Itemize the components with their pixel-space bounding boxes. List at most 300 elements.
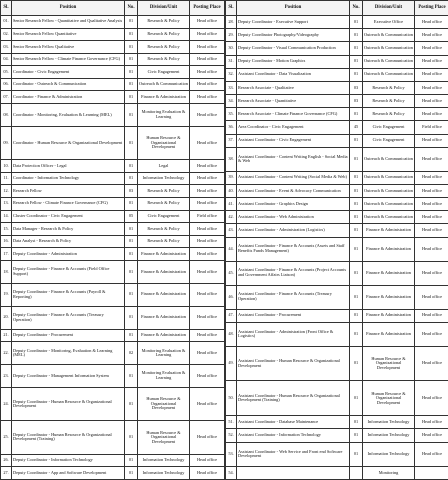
cell-no: 01: [125, 306, 138, 329]
table-row: [1, 78, 225, 91]
cell-sl: 48.: [226, 322, 237, 346]
cell-position: Assistant Coordinator - Administration (Front Office & Logistics): [237, 322, 350, 346]
cell-no: 01: [350, 285, 363, 309]
cell-position: Senior Research Fellow - Quantitative and Qualitative Analysis: [12, 16, 125, 29]
cell-no: 01: [350, 29, 363, 42]
cell-position: Deputy Coordinator - Finance & Accounts (Field Office Support): [12, 260, 125, 283]
table-row: [1, 283, 225, 306]
cell-no: 01: [350, 237, 363, 261]
cell-posting-place: Head office: [415, 16, 448, 29]
header-position: Position: [237, 1, 350, 16]
table-row: [1, 53, 225, 66]
cell-division: Executive Office: [363, 16, 415, 29]
cell-sl: 50.: [226, 381, 237, 416]
cell-sl: 43.: [226, 224, 237, 237]
table-row: [226, 198, 448, 211]
header-sl: Sl.: [1, 1, 12, 16]
cell-position: Deputy Coordinator Photography/Videography: [237, 29, 350, 42]
cell-division: Human Resource & Organizational Development: [138, 388, 190, 421]
cell-no: 01: [125, 41, 138, 54]
header-division: Division/Unit: [363, 1, 415, 16]
cell-position: Coordinator - Outreach & Communication: [12, 78, 125, 91]
cell-sl: 52.: [226, 429, 237, 442]
cell-position: Data Analyst - Research & Policy: [12, 235, 125, 248]
cell-division: Human Resource & Organizational Development: [138, 421, 190, 454]
table-row: [226, 95, 448, 108]
cell-posting-place: Head office: [415, 346, 448, 381]
cell-no: 03: [350, 81, 363, 94]
cell-division: Civic Engagement: [363, 134, 415, 147]
cell-posting-place: Head office: [415, 442, 448, 466]
cell-posting-place: Head office: [415, 108, 448, 121]
cell-sl: 34.: [226, 95, 237, 108]
cell-no: 01: [350, 211, 363, 224]
cell-position: Senior Research Fellow Quantitative: [12, 28, 125, 41]
cell-sl: 08.: [1, 104, 12, 127]
cell-division: Outreach & Communication: [363, 29, 415, 42]
cell-position: Assistant Coordinator - Content Writing (Social Media & Web): [237, 171, 350, 184]
cell-no: 01: [125, 172, 138, 185]
cell-division: Research & Policy: [138, 41, 190, 54]
header-posting-place: Posting Place: [415, 1, 448, 16]
cell-posting-place: Head office: [190, 248, 225, 261]
cell-sl: 31.: [226, 55, 237, 68]
header-no: No.: [350, 1, 363, 16]
cell-division: Monitoring Evaluation & Learning: [138, 342, 190, 365]
cell-no: 01: [350, 134, 363, 147]
cell-sl: 18.: [1, 260, 12, 283]
cell-position: Senior Research Fellow - Climate Finance Governance (CFG): [12, 53, 125, 66]
table-row: [1, 41, 225, 54]
cell-division: Civic Engagement: [138, 66, 190, 79]
cell-no: 01: [125, 329, 138, 342]
cell-sl: 23.: [1, 365, 12, 388]
cell-no: 01: [350, 429, 363, 442]
table-row: [1, 306, 225, 329]
cell-posting-place: Head office: [415, 211, 448, 224]
cell-position: Deputy Coordinator - Administration: [12, 248, 125, 261]
cell-position: Assistant Coordinator - Event & Advocacy Communication: [237, 184, 350, 197]
cell-position: Assistant Coordinator - Web Service and Front end Software Development: [237, 442, 350, 466]
cell-sl: 51.: [226, 416, 237, 429]
cell-posting-place: Head office: [190, 283, 225, 306]
cell-no: 01: [350, 198, 363, 211]
cell-position: Deputy Coordinator - Finance & Accounts (Treasury Operation): [12, 306, 125, 329]
table-row: [226, 466, 448, 479]
table-row: [1, 248, 225, 261]
cell-no: 01: [350, 108, 363, 121]
cell-posting-place: Head office: [190, 260, 225, 283]
cell-division: Outreach & Communication: [363, 198, 415, 211]
cell-posting-place: Head office: [415, 147, 448, 171]
cell-no: 01: [125, 388, 138, 421]
cell-no: 01: [125, 467, 138, 480]
table-body-left: [1, 16, 225, 480]
cell-sl: 54.: [226, 466, 237, 479]
cell-division: Research & Policy: [138, 235, 190, 248]
cell-position: Deputy Coordinator - Executive Support: [237, 16, 350, 29]
table-row: [226, 121, 448, 134]
cell-no: 01: [125, 454, 138, 467]
cell-position: Coordinator - Civic Engagement: [12, 66, 125, 79]
cell-division: Finance & Administration: [363, 309, 415, 322]
cell-division: Finance & Administration: [363, 285, 415, 309]
cell-posting-place: Head office: [415, 55, 448, 68]
table-header-row: [1, 1, 225, 16]
cell-division: Information Technology: [138, 467, 190, 480]
cell-sl: 32.: [226, 68, 237, 81]
cell-division: Information Technology: [363, 442, 415, 466]
cell-division: Monitoring: [363, 466, 415, 479]
cell-posting-place: Head office: [415, 224, 448, 237]
cell-position: Assistant Coordinator - Data Visualization: [237, 68, 350, 81]
cell-posting-place: Head office: [415, 309, 448, 322]
cell-no: 01: [350, 68, 363, 81]
cell-sl: 05.: [1, 66, 12, 79]
cell-no: 01: [125, 421, 138, 454]
cell-no: 01: [125, 197, 138, 210]
cell-no: 01: [125, 283, 138, 306]
cell-division: Information Technology: [138, 172, 190, 185]
cell-division: Legal: [138, 160, 190, 173]
table-row: [226, 147, 448, 171]
cell-posting-place: Head office: [415, 429, 448, 442]
cell-sl: 39.: [226, 171, 237, 184]
cell-division: Research & Policy: [138, 53, 190, 66]
cell-no: 01: [350, 224, 363, 237]
cell-division: Outreach & Communication: [363, 184, 415, 197]
cell-division: Finance & Administration: [363, 237, 415, 261]
cell-division: Finance & Administration: [363, 322, 415, 346]
cell-posting-place: Head office: [190, 467, 225, 480]
cell-position: Coordinator - Finance & Administration: [12, 91, 125, 104]
cell-position: Assistant Coordinator - Human Resource & Organizational Development (Training): [237, 381, 350, 416]
table-row: [1, 421, 225, 454]
cell-posting-place: Field office: [415, 121, 448, 134]
cell-position: Assistant Coordinator - Procurement: [237, 309, 350, 322]
cell-sl: 06.: [1, 78, 12, 91]
cell-posting-place: Head office: [190, 16, 225, 29]
table-row: [1, 172, 225, 185]
cell-no: 01: [125, 78, 138, 91]
cell-posting-place: Head office: [190, 388, 225, 421]
table-row: [1, 126, 225, 159]
table-row: [1, 235, 225, 248]
cell-no: 01: [350, 171, 363, 184]
table-row: [1, 91, 225, 104]
cell-posting-place: Head office: [415, 416, 448, 429]
cell-no: 01: [350, 261, 363, 285]
cell-position: Cluster Coordinator - Civic Engagement: [12, 210, 125, 223]
cell-no: 01: [350, 322, 363, 346]
cell-sl: 22.: [1, 342, 12, 365]
cell-sl: 46.: [226, 285, 237, 309]
cell-division: Outreach & Communication: [363, 211, 415, 224]
cell-division: Finance & Administration: [363, 261, 415, 285]
cell-posting-place: Head office: [415, 134, 448, 147]
table-row: [226, 322, 448, 346]
cell-sl: 53.: [226, 442, 237, 466]
table-row: [1, 28, 225, 41]
cell-posting-place: Head office: [190, 197, 225, 210]
table-row: [226, 134, 448, 147]
cell-posting-place: Head office: [190, 91, 225, 104]
cell-division: Human Resource & Organizational Development: [138, 126, 190, 159]
cell-position: Assistant Coordinator - Human Resource & Organizational Development: [237, 346, 350, 381]
table-row: [226, 29, 448, 42]
cell-position: Assistant Coordinator - Administration (Logistics): [237, 224, 350, 237]
cell-division: Outreach & Communication: [363, 42, 415, 55]
cell-sl: 07.: [1, 91, 12, 104]
table-row: [1, 388, 225, 421]
cell-posting-place: Head office: [415, 261, 448, 285]
cell-position: Coordinator - Information Technology: [12, 172, 125, 185]
cell-division: Information Technology: [138, 454, 190, 467]
cell-sl: 36.: [226, 121, 237, 134]
table-row: [1, 223, 225, 236]
table-row: [1, 365, 225, 388]
cell-division: Outreach & Communication: [363, 55, 415, 68]
table-row: [226, 381, 448, 416]
cell-posting-place: Head office: [190, 104, 225, 127]
cell-posting-place: Head office: [190, 78, 225, 91]
cell-division: Finance & Administration: [138, 248, 190, 261]
table-row: [226, 442, 448, 466]
cell-sl: 12.: [1, 185, 12, 198]
cell-sl: 49.: [226, 346, 237, 381]
cell-division: Finance & Administration: [138, 260, 190, 283]
cell-division: Finance & Administration: [138, 283, 190, 306]
cell-no: 01: [125, 28, 138, 41]
cell-posting-place: Head office: [190, 454, 225, 467]
cell-sl: 13.: [1, 197, 12, 210]
cell-division: Research & Policy: [138, 223, 190, 236]
table-row: [226, 108, 448, 121]
table-row: [1, 16, 225, 29]
cell-division: Research & Policy: [363, 108, 415, 121]
cell-no: 01: [350, 42, 363, 55]
cell-position: Data Manager - Research & Policy: [12, 223, 125, 236]
cell-position: Assistant Coordinator - Database Maintenance: [237, 416, 350, 429]
cell-division: Finance & Administration: [138, 91, 190, 104]
cell-posting-place: Head office: [190, 342, 225, 365]
cell-posting-place: Head office: [415, 171, 448, 184]
cell-position: Deputy Coordinator - Information Technology: [12, 454, 125, 467]
cell-posting-place: Head office: [190, 126, 225, 159]
cell-no: 05: [125, 210, 138, 223]
table-row: [226, 285, 448, 309]
header-position: Position: [12, 1, 125, 16]
table-row: [226, 16, 448, 29]
cell-sl: 01.: [1, 16, 12, 29]
cell-position: Assistant Coordinator - Content Writing English - Social Media & Web: [237, 147, 350, 171]
cell-sl: 03.: [1, 41, 12, 54]
table-row: [226, 416, 448, 429]
cell-sl: 10.: [1, 160, 12, 173]
cell-division: Outreach & Communication: [363, 68, 415, 81]
cell-position: Deputy Coordinator - Visual Communication Production: [237, 42, 350, 55]
cell-no: 01: [350, 16, 363, 29]
cell-no: 01: [125, 223, 138, 236]
cell-position: Deputy Coordinator - Motion Graphics: [237, 55, 350, 68]
cell-posting-place: Head office: [415, 42, 448, 55]
cell-position: Deputy Coordinator - App and Software Development: [12, 467, 125, 480]
cell-no: 02: [125, 342, 138, 365]
cell-posting-place: [415, 466, 448, 479]
table-row: [1, 197, 225, 210]
cell-posting-place: Head office: [415, 29, 448, 42]
table-row: [226, 261, 448, 285]
cell-sl: 20.: [1, 306, 12, 329]
cell-division: Monitoring Evaluation & Learning: [138, 104, 190, 127]
cell-no: 01: [125, 53, 138, 66]
cell-sl: 35.: [226, 108, 237, 121]
table-row: [1, 160, 225, 173]
cell-position: Deputy Coordinator - Monitoring, Evaluation & Learning (MEL): [12, 342, 125, 365]
cell-no: 01: [125, 91, 138, 104]
cell-division: Research & Policy: [138, 16, 190, 29]
cell-sl: 33.: [226, 81, 237, 94]
cell-posting-place: Head office: [190, 28, 225, 41]
cell-position: Research Associate - Quantitative: [237, 95, 350, 108]
cell-division: Research & Policy: [138, 185, 190, 198]
cell-position: Coordinator - Monitoring, Evaluation & Learning (MEL): [12, 104, 125, 127]
cell-no: 01: [125, 66, 138, 79]
cell-no: 45: [350, 121, 363, 134]
positions-table-right: [225, 0, 448, 480]
cell-sl: 42.: [226, 211, 237, 224]
cell-position: Deputy Coordinator - Human Resource & Organizational Development (Training): [12, 421, 125, 454]
cell-division: Finance & Administration: [363, 224, 415, 237]
cell-division: Research & Policy: [138, 197, 190, 210]
cell-sl: 27.: [1, 467, 12, 480]
cell-sl: 37.: [226, 134, 237, 147]
table-body-right: [226, 16, 448, 480]
header-posting-place: Posting Place: [190, 1, 225, 16]
cell-sl: 44.: [226, 237, 237, 261]
cell-sl: 04.: [1, 53, 12, 66]
cell-position: Area Coordinator - Civic Engagement: [237, 121, 350, 134]
cell-no: 01: [350, 309, 363, 322]
cell-sl: 26.: [1, 454, 12, 467]
cell-posting-place: Head office: [190, 41, 225, 54]
cell-division: Civic Engagement: [138, 210, 190, 223]
cell-position: Deputy Coordinator - Management Information System: [12, 365, 125, 388]
cell-position: Research Associate - Qualitative: [237, 81, 350, 94]
cell-position: Research Fellow: [12, 185, 125, 198]
cell-posting-place: Head office: [190, 160, 225, 173]
cell-posting-place: Head office: [190, 53, 225, 66]
table-row: [1, 104, 225, 127]
cell-no: 01: [125, 160, 138, 173]
cell-posting-place: Head office: [415, 198, 448, 211]
cell-position: Deputy Coordinator - Procurement: [12, 329, 125, 342]
cell-posting-place: Head office: [415, 68, 448, 81]
cell-sl: 29.: [226, 29, 237, 42]
cell-posting-place: Head office: [190, 185, 225, 198]
cell-sl: 38.: [226, 147, 237, 171]
cell-division: Information Technology: [363, 416, 415, 429]
cell-sl: 15.: [1, 223, 12, 236]
cell-position: Research Fellow - Climate Finance Governance (CFG): [12, 197, 125, 210]
cell-no: 01: [350, 346, 363, 381]
cell-position: [237, 466, 350, 479]
cell-no: 01: [125, 104, 138, 127]
cell-sl: 45.: [226, 261, 237, 285]
table-row: [1, 260, 225, 283]
cell-position: Research Associate - Climate Finance Governance (CFG): [237, 108, 350, 121]
cell-posting-place: Head office: [190, 172, 225, 185]
cell-no: 01: [125, 260, 138, 283]
cell-position: Assistant Coordinator - Finance & Accounts (Treasury Operation): [237, 285, 350, 309]
cell-division: Finance & Administration: [138, 306, 190, 329]
header-division: Division/Unit: [138, 1, 190, 16]
cell-no: 01: [125, 126, 138, 159]
cell-no: 01: [125, 365, 138, 388]
cell-no: 03: [125, 185, 138, 198]
cell-sl: 16.: [1, 235, 12, 248]
table-row: [226, 346, 448, 381]
cell-division: Monitoring Evaluation & Learning: [138, 365, 190, 388]
cell-posting-place: Head office: [415, 81, 448, 94]
table-row: [226, 55, 448, 68]
cell-position: Data Protection Officer - Legal: [12, 160, 125, 173]
cell-division: Information Technology: [363, 429, 415, 442]
cell-sl: 28.: [226, 16, 237, 29]
table-header-row: [226, 1, 448, 16]
cell-no: [350, 466, 363, 479]
cell-sl: 11.: [1, 172, 12, 185]
cell-position: Assistant Coordinator - Finance & Accounts (Assets and Staff Benefits Funds Management): [237, 237, 350, 261]
cell-posting-place: Head office: [415, 237, 448, 261]
cell-posting-place: Field office: [190, 210, 225, 223]
table-row: [226, 211, 448, 224]
table-row: [226, 237, 448, 261]
cell-no: 01: [350, 55, 363, 68]
cell-posting-place: Head office: [190, 365, 225, 388]
cell-posting-place: Head office: [190, 223, 225, 236]
header-sl: Sl.: [226, 1, 237, 16]
cell-no: 03: [350, 95, 363, 108]
cell-sl: 25.: [1, 421, 12, 454]
cell-sl: 14.: [1, 210, 12, 223]
table-row: [226, 309, 448, 322]
cell-posting-place: Head office: [190, 329, 225, 342]
cell-division: Outreach & Communication: [363, 171, 415, 184]
cell-posting-place: Head office: [190, 235, 225, 248]
cell-division: Civic Engagement: [363, 121, 415, 134]
cell-sl: 24.: [1, 388, 12, 421]
cell-no: 01: [125, 16, 138, 29]
cell-division: Research & Policy: [363, 81, 415, 94]
cell-posting-place: Head office: [190, 421, 225, 454]
table-row: [1, 185, 225, 198]
table-row: [226, 42, 448, 55]
table-row: [226, 429, 448, 442]
cell-posting-place: Head office: [415, 285, 448, 309]
cell-sl: 40.: [226, 184, 237, 197]
cell-sl: 21.: [1, 329, 12, 342]
cell-position: Assistant Coordinator - Civic Engagement: [237, 134, 350, 147]
cell-sl: 19.: [1, 283, 12, 306]
cell-no: 01: [350, 184, 363, 197]
cell-position: Deputy Coordinator - Human Resource & Organizational Development: [12, 388, 125, 421]
cell-posting-place: Head office: [415, 95, 448, 108]
table-row: [1, 454, 225, 467]
cell-sl: 30.: [226, 42, 237, 55]
cell-posting-place: Head office: [190, 66, 225, 79]
cell-no: 01: [350, 147, 363, 171]
